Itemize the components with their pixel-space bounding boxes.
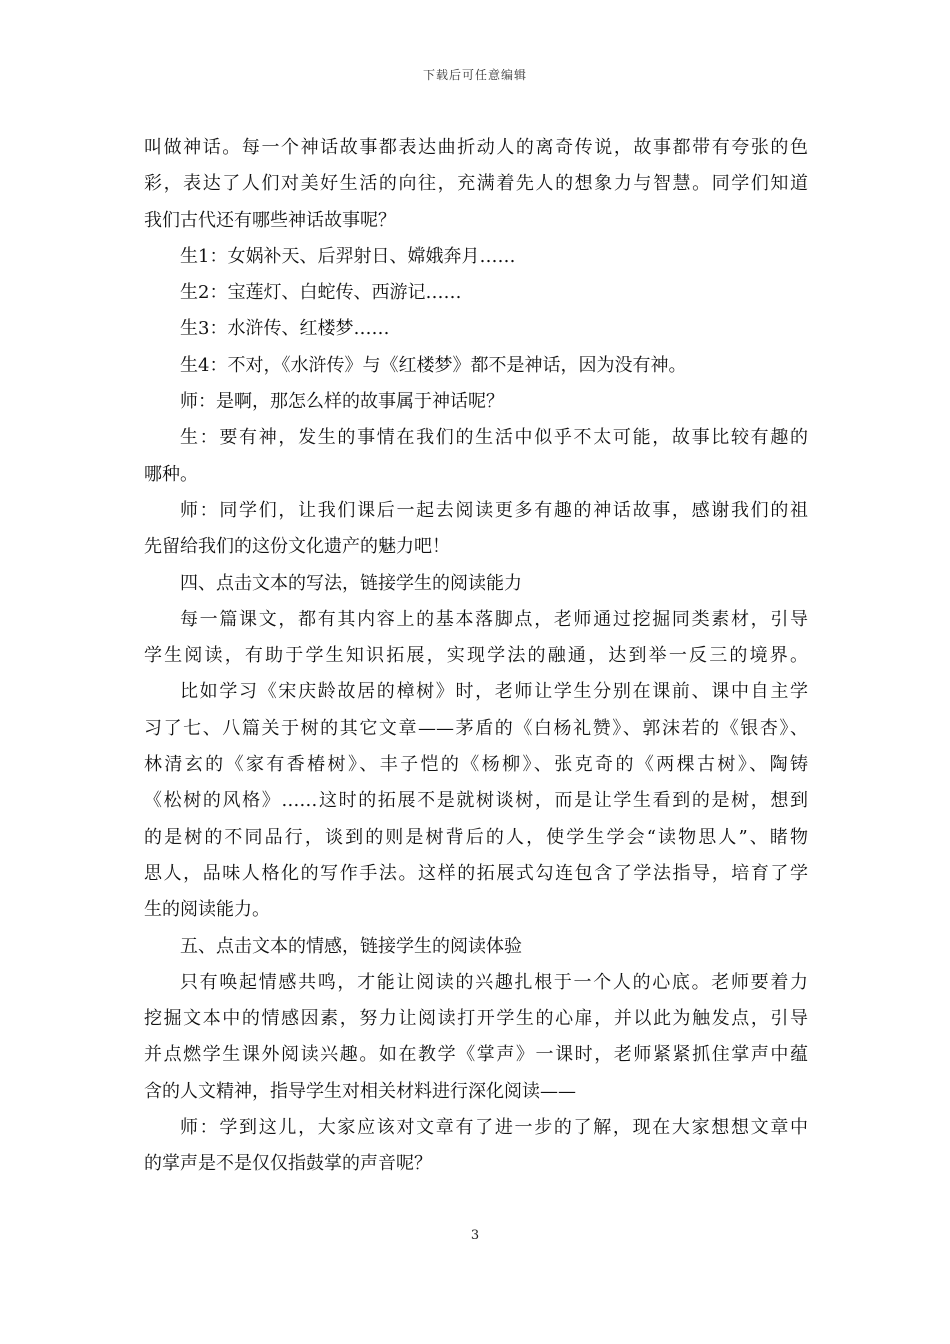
page-number: 3 — [470, 1228, 480, 1243]
dialogue-line: 师：学到这儿，大家应该对文章有了进一步的了解，现在大家想想文章中 — [180, 1117, 808, 1139]
text-line: 生的阅读能力。 — [144, 899, 270, 921]
text-line: 叫做神话。每一个神话故事都表达曲折动人的离奇传说，故事都带有夸张的色 — [144, 137, 808, 158]
text-line: 彩，表达了人们对美好生活的向往，充满着先人的想象力与智慧。同学们知道 — [144, 173, 808, 195]
text-line: 我们古代还有哪些神话故事呢？ — [144, 209, 396, 231]
dialogue-line: 师：同学们，让我们课后一起去阅读更多有趣的神话故事，感谢我们的祖 — [180, 499, 808, 521]
text-line: 挖掘文本中的情感因素，努力让阅读打开学生的心扉，并以此为触发点，引导 — [144, 1008, 808, 1030]
dialogue-line: 生1：女娲补天、后羿射日、嫦娥奔月…… — [180, 245, 516, 267]
text-line: 思人，品味人格化的写作手法。这样的拓展式勾连包含了学法指导，培育了学 — [144, 862, 808, 884]
dialogue-line: 生2：宝莲灯、白蛇传、西游记…… — [180, 282, 462, 304]
paragraph-line: 只有唤起情感共鸣，才能让阅读的兴趣扎根于一个人的心底。老师要着力 — [180, 971, 808, 993]
text-line: 习了七、八篇关于树的其它文章——茅盾的《白杨礼赞》、郭沫若的《银杏》、 — [144, 717, 808, 739]
document-body — [144, 130, 808, 1183]
text-line: 的掌声是不是仅仅指鼓掌的声音呢？ — [144, 1153, 432, 1175]
text-line: 先留给我们的这份文化遗产的魅力吧！ — [144, 536, 450, 558]
dialogue-line: 生3：水浒传、红楼梦…… — [180, 318, 390, 340]
text-line: 的是树的不同品行，谈到的则是树背后的人，使学生学会“读物思人”、睹物 — [144, 826, 808, 848]
text-line: 含的人文精神，指导学生对相关材料进行深化阅读—— — [144, 1080, 576, 1102]
dialogue-line: 生：要有神，发生的事情在我们的生活中似乎不太可能，故事比较有趣的 — [180, 427, 808, 449]
dialogue-line: 师：是啊，那怎么样的故事属于神话呢？ — [180, 391, 504, 413]
page-header: 下载后可任意编辑 — [422, 68, 527, 82]
section-heading: 五、点击文本的情感，链接学生的阅读体验 — [180, 935, 522, 957]
text-line: 并点燃学生课外阅读兴趣。如在教学《掌声》一课时，老师紧紧抓住掌声中蕴 — [144, 1044, 808, 1066]
text-line: 《松树的风格》……这时的拓展不是就树谈树，而是让学生看到的是树，想到 — [144, 790, 808, 812]
text-line: 学生阅读，有助于学生知识拓展，实现学法的融通，达到举一反三的境界。 — [144, 645, 808, 667]
paragraph-line: 比如学习《宋庆龄故居的樟树》时，老师让学生分别在课前、课中自主学 — [180, 681, 808, 703]
paragraph-line: 每一篇课文，都有其内容上的基本落脚点，老师通过挖掘同类素材，引导 — [180, 608, 808, 630]
dialogue-line: 生4：不对，《水浒传》与《红楼梦》都不是神话，因为没有神。 — [180, 354, 687, 376]
text-line: 林清玄的《家有香椿树》、丰子恺的《杨柳》、张克奇的《两棵古树》、陶铸 — [144, 754, 808, 776]
section-heading: 四、点击文本的写法，链接学生的阅读能力 — [180, 572, 522, 594]
text-line: 哪种。 — [144, 463, 198, 485]
